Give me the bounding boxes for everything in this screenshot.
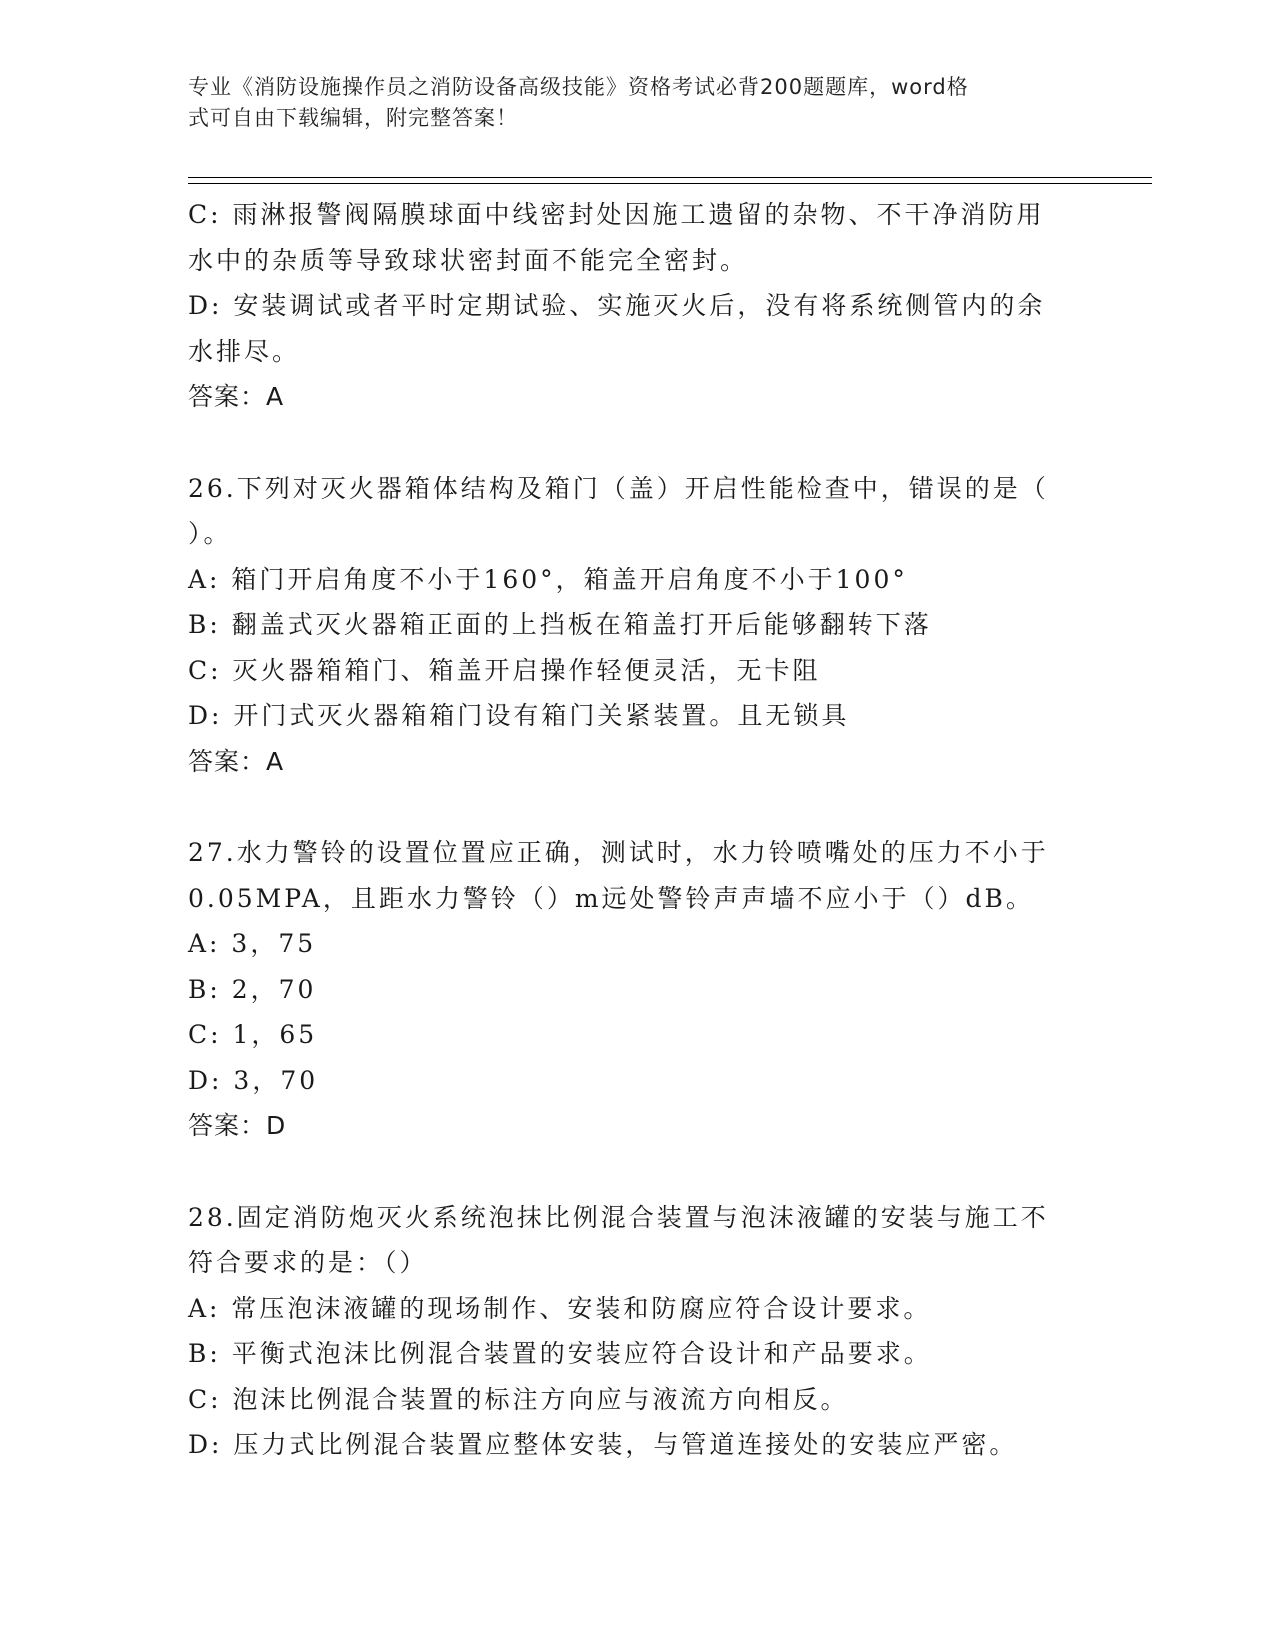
option-a: A: 箱门开启角度不小于160°，箱盖开启角度不小于100° [188,564,908,594]
question-28 [188,1195,1088,1468]
answer: 答案：A [188,746,285,776]
question-stem: 26.下列对灭火器箱体结构及箱门（盖）开启性能检查中，错误的是（ [188,473,1049,503]
header-rule-thick [188,183,1152,184]
header-line-2: 式可自由下载编辑，附完整答案！ [188,106,518,130]
option-d: D: 开门式灭火器箱箱门设有箱门关紧装置。且无锁具 [188,701,850,730]
header-line-1: 专业《消防设施操作员之消防设备高级技能》资格考试必背200题题库，word格 [188,75,969,99]
document-header [188,72,1068,134]
question-stem: 27.水力警铃的设置位置应正确，测试时，水力铃喷嘴处的压力不小于 [188,838,1049,867]
question-stem-cont: ）。 [188,519,232,548]
question-stem-cont: 0.05MPA，且距水力警铃（）m远处警铃声声墙不应小于（）dB。 [188,883,1034,913]
option-c: C: 泡沫比例混合装置的标注方向应与液流方向相反。 [188,1384,849,1414]
option-d: D: 压力式比例混合装置应整体安装，与管道连接处的安装应严密。 [188,1430,1018,1459]
question-stem-cont: 符合要求的是：（） [188,1248,428,1277]
question-26 [188,466,1088,785]
option-c: C: 1，65 [188,1020,318,1049]
option-d-cont: 水排尽。 [188,336,301,366]
option-b: B: 2，70 [188,974,317,1004]
option-b: B: 翻盖式灭火器箱正面的上挡板在箱盖打开后能够翻转下落 [188,610,932,639]
header-rule-thin [188,177,1152,178]
question-25 [188,192,1088,420]
document-body [188,192,1088,1468]
option-a: A: 3，75 [188,929,317,958]
option-d: D: 3，70 [188,1065,319,1095]
option-a: A: 常压泡沫液罐的现场制作、安装和防腐应符合设计要求。 [188,1293,932,1323]
option-c: C: 灭火器箱箱门、箱盖开启操作轻便灵活，无卡阻 [188,655,821,685]
option-c-cont: 水中的杂质等导致球状密封面不能完全密封。 [188,245,749,275]
question-stem: 28.固定消防炮灭火系统泡抹比例混合装置与泡沫液罐的安装与施工不 [188,1202,1049,1232]
option-d: D: 安装调试或者平时定期试验、实施灭火后，没有将系统侧管内的余 [188,291,1046,320]
option-c: C: 雨淋报警阀隔膜球面中线密封处因施工遗留的杂物、不干净消防用 [188,200,1045,229]
answer: 答案：D [188,1111,287,1140]
question-27 [188,830,1088,1149]
option-b: B: 平衡式泡沫比例混合装置的安装应符合设计和产品要求。 [188,1339,932,1368]
answer: 答案：A [188,382,285,411]
